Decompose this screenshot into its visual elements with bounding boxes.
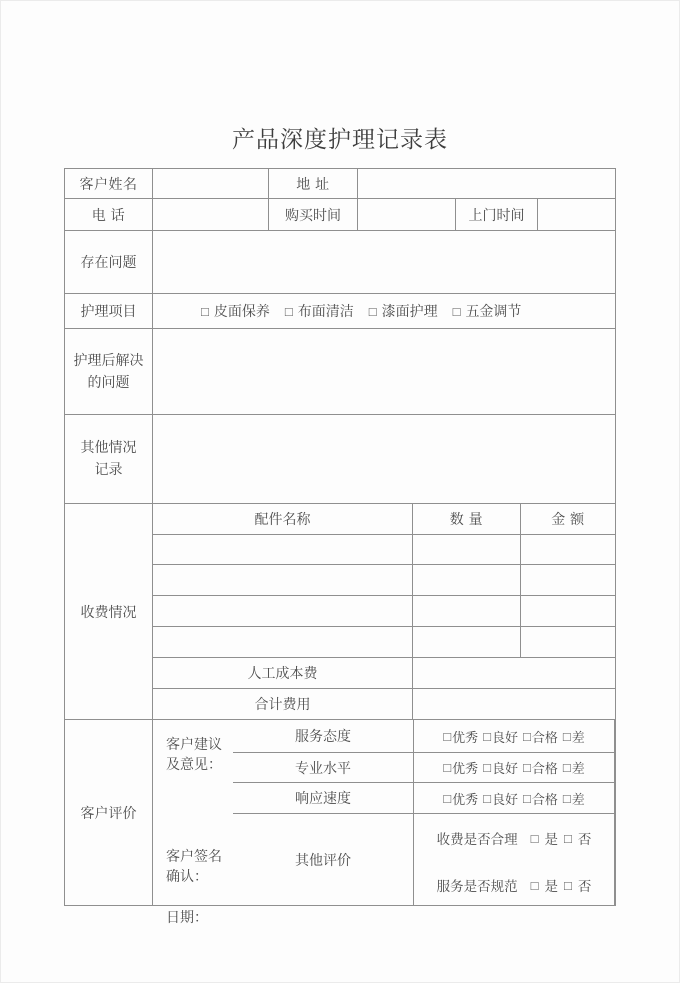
charge-col-qty-header: 数 量 <box>413 504 521 535</box>
rating-label: 合格 <box>531 729 558 745</box>
charge-name-cell[interactable] <box>153 596 413 627</box>
checkbox-icon[interactable]: □ <box>562 760 571 775</box>
rating-option-pass[interactable] <box>523 758 558 777</box>
checkbox-icon[interactable]: □ <box>443 760 452 775</box>
suggestion-label: 客户建议及意见： <box>166 736 222 772</box>
signature-label: 客户签名确认： <box>166 848 222 884</box>
address-field[interactable] <box>358 169 615 199</box>
other-records-label-line2: 记录 <box>94 461 123 477</box>
rating-label: 差 <box>571 791 585 807</box>
service-attitude-ratings <box>414 720 615 753</box>
care-record-table <box>64 168 616 925</box>
care-option-label: 五金调节 <box>465 303 522 319</box>
rating-label: 良好 <box>491 729 518 745</box>
care-option-label: 漆面护理 <box>381 303 438 319</box>
criterion-service-attitude: 服务态度 <box>233 720 414 753</box>
checkbox-icon[interactable]: □ <box>452 303 461 319</box>
care-option-label: 皮面保养 <box>213 303 270 319</box>
other-records-label <box>65 415 153 504</box>
criterion-professional-level: 专业水平 <box>233 753 414 783</box>
charges-label: 收费情况 <box>65 504 153 720</box>
other-records-label-line1: 其他情况 <box>80 439 137 456</box>
checkbox-icon[interactable]: □ <box>443 728 452 744</box>
service-standard-question <box>437 875 592 895</box>
evaluation-section <box>65 720 615 925</box>
charge-amount-cell[interactable] <box>521 535 615 565</box>
rating-label: 优秀 <box>452 791 479 807</box>
solved-problems-field[interactable] <box>153 329 615 415</box>
phone-label: 电 话 <box>65 199 153 231</box>
phone-field[interactable] <box>153 199 269 231</box>
rating-label: 良好 <box>491 791 518 807</box>
rating-option-pass[interactable] <box>523 789 558 808</box>
rating-option-good[interactable] <box>483 727 518 746</box>
charge-qty-cell[interactable] <box>413 565 521 596</box>
criterion-response-speed: 响应速度 <box>233 783 414 814</box>
rating-option-excellent[interactable] <box>443 727 478 746</box>
customer-name-label: 客户姓名 <box>65 169 153 199</box>
rating-option-pass[interactable] <box>523 727 558 746</box>
rating-label: 良好 <box>491 761 518 776</box>
yes-label: 是 <box>544 879 558 894</box>
other-evaluation-cell <box>414 814 615 905</box>
solved-problems-row <box>65 329 615 415</box>
rating-option-excellent[interactable] <box>443 789 478 808</box>
care-option-fabric[interactable] <box>285 301 354 321</box>
checkbox-icon[interactable]: □ <box>562 790 571 806</box>
charge-col-name-header: 配件名称 <box>153 504 413 535</box>
charge-col-amount-header: 金 额 <box>521 504 615 535</box>
charge-name-cell[interactable] <box>153 535 413 565</box>
care-option-paint[interactable] <box>369 301 438 321</box>
no-label: 否 <box>577 879 592 894</box>
problems-label: 存在问题 <box>65 231 153 294</box>
checkbox-icon[interactable]: □ <box>201 303 209 319</box>
checkbox-icon[interactable]: □ <box>483 728 491 744</box>
rating-option-poor[interactable] <box>563 727 585 746</box>
care-items-label: 护理项目 <box>65 294 153 329</box>
checkbox-icon[interactable]: □ <box>523 728 531 744</box>
charge-qty-cell[interactable] <box>413 596 521 627</box>
care-option-hardware[interactable] <box>453 301 522 321</box>
total-cost-label: 合计费用 <box>153 689 413 720</box>
care-items-row <box>65 294 615 329</box>
charge-qty-cell[interactable] <box>413 535 521 565</box>
labor-cost-field[interactable] <box>413 658 615 689</box>
address-label: 地 址 <box>269 169 358 199</box>
checkbox-icon[interactable]: □ <box>523 760 531 775</box>
rating-option-good[interactable] <box>483 789 518 808</box>
rating-label: 优秀 <box>452 729 479 745</box>
solved-problems-label-line1: 护理后解决 <box>73 351 144 368</box>
service-standard-text: 服务是否规范 <box>436 879 518 894</box>
checkbox-icon[interactable]: □ <box>483 760 491 775</box>
checkbox-icon[interactable]: □ <box>562 728 571 744</box>
charge-amount-cell[interactable] <box>521 565 615 596</box>
customer-name-field[interactable] <box>153 169 269 199</box>
date-label: 日期： <box>166 909 208 925</box>
professional-level-ratings <box>414 753 615 783</box>
rating-label: 合格 <box>531 761 558 776</box>
checkbox-icon[interactable]: □ <box>443 790 452 806</box>
page-title: 产品深度护理记录表 <box>232 126 448 152</box>
other-evaluation-label: 其他评价 <box>233 814 414 905</box>
problems-field[interactable] <box>153 231 615 294</box>
rating-label: 差 <box>571 729 585 745</box>
rating-option-poor[interactable] <box>563 758 585 777</box>
solved-problems-label <box>65 329 153 415</box>
purchase-time-label: 购买时间 <box>269 199 358 231</box>
charge-name-cell[interactable] <box>153 565 413 596</box>
rating-label: 合格 <box>531 791 558 807</box>
evaluation-label: 客户评价 <box>65 720 153 905</box>
rating-option-poor[interactable] <box>563 789 585 808</box>
no-checkbox-icon[interactable]: □ <box>564 877 572 893</box>
other-records-field[interactable] <box>153 415 615 504</box>
response-speed-ratings <box>414 783 615 814</box>
other-records-row <box>65 415 615 504</box>
problems-row <box>65 231 615 294</box>
charge-name-cell[interactable] <box>153 627 413 658</box>
care-option-label: 布面清洁 <box>297 303 354 319</box>
rating-label: 优秀 <box>452 761 479 776</box>
charge-amount-cell[interactable] <box>521 596 615 627</box>
fee-reasonable-text: 收费是否合理 <box>436 832 518 847</box>
evaluation-right-cell <box>153 720 233 925</box>
visit-time-field[interactable] <box>538 199 615 231</box>
yes-checkbox-icon[interactable]: □ <box>530 877 539 893</box>
care-items-options <box>153 294 615 329</box>
total-cost-field[interactable] <box>413 689 615 720</box>
checkbox-icon[interactable]: □ <box>284 303 293 319</box>
rating-label: 差 <box>571 761 585 776</box>
rating-option-good[interactable] <box>483 758 518 777</box>
charges-section <box>65 504 615 720</box>
no-checkbox-icon[interactable]: □ <box>564 830 572 846</box>
care-option-leather[interactable] <box>201 301 270 321</box>
header-rows <box>65 169 615 231</box>
visit-time-label: 上门时间 <box>456 199 538 231</box>
labor-cost-label: 人工成本费 <box>153 658 413 689</box>
charge-amount-cell[interactable] <box>521 627 615 658</box>
purchase-time-field[interactable] <box>358 199 456 231</box>
rating-option-excellent[interactable] <box>443 758 478 777</box>
fee-reasonable-question <box>437 828 592 848</box>
no-label: 否 <box>577 832 592 847</box>
checkbox-icon[interactable]: □ <box>483 790 491 806</box>
checkbox-icon[interactable]: □ <box>368 303 377 319</box>
checkbox-icon[interactable]: □ <box>523 790 531 806</box>
yes-checkbox-icon[interactable]: □ <box>530 830 539 846</box>
yes-label: 是 <box>544 832 558 847</box>
charge-qty-cell[interactable] <box>413 627 521 658</box>
solved-problems-label-line2: 的问题 <box>87 373 130 390</box>
